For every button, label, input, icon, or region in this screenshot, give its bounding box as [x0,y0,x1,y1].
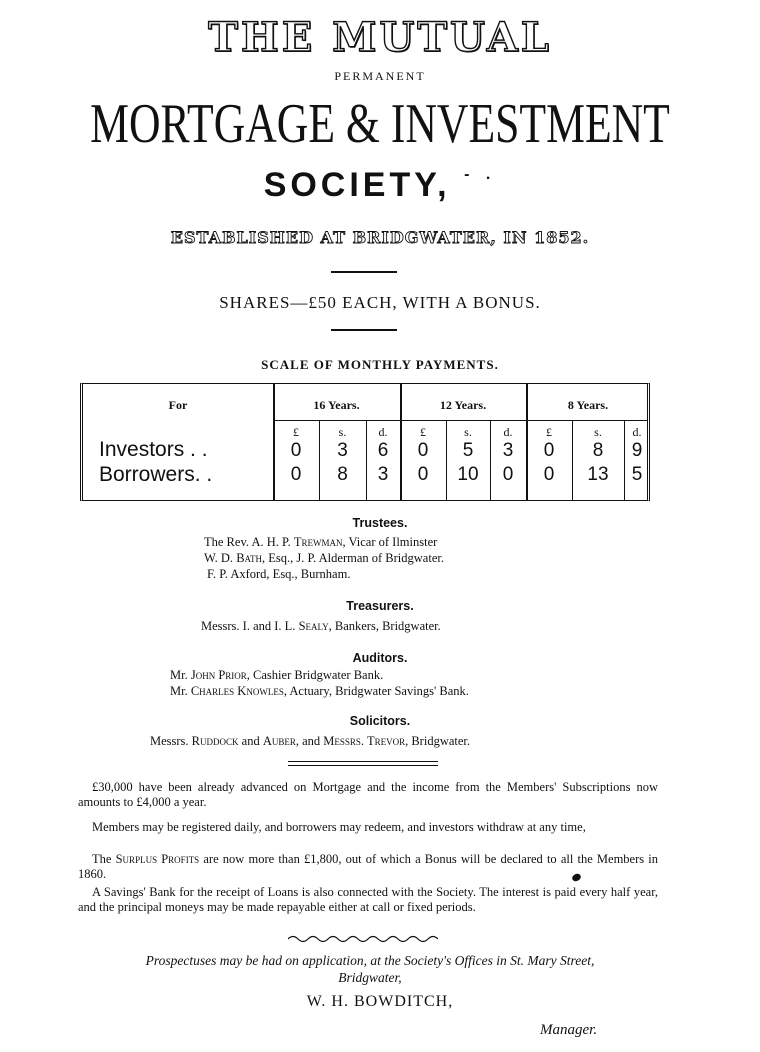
divider-rule [331,329,397,331]
trustee-line: W. D. Bath, Esq., J. P. Alderman of Bridgwater. [204,551,444,565]
solicitor-line: Messrs. Ruddock and Auber, and Messrs. Trevor, Bridgwater. [150,734,471,748]
title-society [0,166,760,205]
table-cell: 3 [502,440,514,461]
auditor-line: Mr. Charles Knowles, Actuary, Bridgwater Savings' Bank. [170,684,469,698]
table-cell: 6 [377,440,389,461]
paragraph-advanced: £30,000 have been already advanced on Mortgage and the income from the Members' Subscriptions now amounts to £4,000 a year. [78,780,658,809]
header-period: 8 Years. [567,398,609,412]
row-label-investors: Investors . . [99,438,208,461]
solicitors-heading: Solicitors. [349,714,411,728]
payments-table [80,383,650,501]
trustee-line: F. P. Axford, Esq., Burnham. [207,567,351,581]
scale-title: SCALE OF MONTHLY PAYMENTS. [261,357,499,372]
paragraph-surplus: The Surplus Profits are now more than £1,800, out of which a Bonus will be declared to all the Members in 1860. [78,852,659,881]
paragraph-savings-bank: A Savings' Bank for the receipt of Loans is also connected with the Society. The interest is paid every half year, and the principal moneys may be made repayable either at call or fixed periods. [78,885,658,914]
trustee-line: The Rev. A. H. P. Trewman, Vicar of Ilminster [204,535,438,549]
title-mortgage-investment: MORTGAGE & INVESTMENT [90,93,670,155]
table-cell: 0 [417,464,429,485]
header-for: For [168,398,188,412]
signature-name: W. H. BOWDITCH, [306,993,454,1010]
header-period: 16 Years. [313,398,360,412]
title-permanent: PERMANENT [334,69,426,83]
unit-pounds: £ [546,425,552,439]
table-cell: 0 [290,440,302,461]
trustees-heading: Trustees. [352,516,408,530]
paragraph-members: Members may be registered daily, and borrowers may redeem, and investors withdraw at any time, [92,820,586,834]
divider-rule [331,271,397,273]
signature-role: Manager. [540,1022,598,1038]
unit-pence: d. [503,425,513,439]
unit-shillings: s. [594,425,602,439]
table-cell: 3 [377,464,389,485]
unit-pence: d. [378,425,388,439]
divider-rule [288,761,438,762]
auditor-line: Mr. John Prior, Cashier Bridgwater Bank. [170,668,384,682]
unit-shillings: s. [338,425,347,439]
prospectus-note: Prospectuses may be had on application, at the Society's Offices in St. Mary Street, Bridgwater, [145,953,595,985]
society-word: SOCIETY, [263,166,451,204]
treasurer-line: Messrs. I. and I. L. Sealy, Bankers, Bridgwater. [201,619,441,633]
table-cell: 0 [543,464,555,485]
table-cell: 13 [587,464,609,485]
unit-pence: d. [632,425,642,439]
unit-pounds: £ [420,425,426,439]
table-cell: 10 [457,464,479,485]
table-cell: 9 [631,440,643,461]
treasurers-heading: Treasurers. [346,599,414,613]
shares-line: SHARES—£50 EACH, WITH A BONUS. [219,293,541,312]
unit-pounds: £ [293,425,299,439]
table-cell: 8 [592,440,604,461]
table-cell: 0 [543,440,555,461]
divider-rule [288,765,438,766]
row-label-borrowers: Borrowers. . [99,463,213,486]
title-marks: - . [464,166,497,183]
unit-shillings: s. [464,425,472,439]
table-cell: 0 [290,464,302,485]
table-cell: 5 [462,440,474,461]
header-period: 12 Years. [439,398,487,412]
auditors-heading: Auditors. [352,651,408,665]
table-cell: 0 [502,464,514,485]
table-cell: 3 [337,440,348,461]
table-cell: 0 [417,440,429,461]
table-cell: 8 [337,464,348,485]
wavy-divider [288,934,438,944]
table-cell: 5 [631,464,643,485]
table-rule [273,420,647,421]
established-line: ESTABLISHED AT BRIDGWATER, IN 1852. [170,228,590,247]
title-the-mutual: THE MUTUAL [208,14,552,61]
